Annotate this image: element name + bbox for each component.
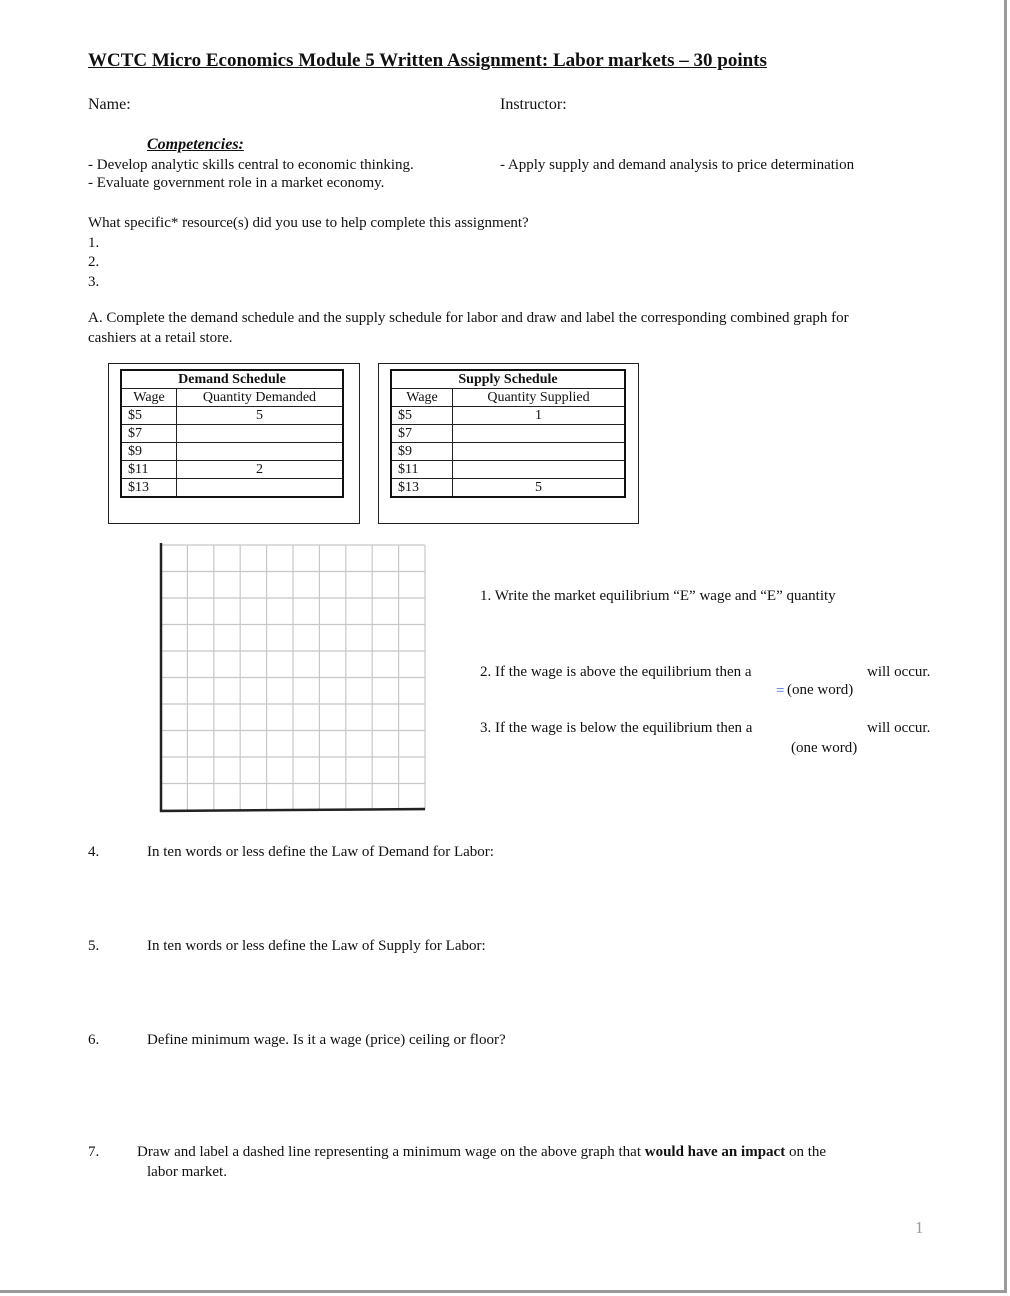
- table-row: [121, 425, 343, 443]
- supply-schedule-title: Supply Schedule: [391, 370, 625, 389]
- question-7-emphasis: would have an impact: [644, 1144, 786, 1160]
- question-4: In ten words or less define the Law of Demand for Labor:: [147, 844, 494, 860]
- demand-wage-cell: $13: [121, 479, 177, 498]
- graph-x-axis: [160, 809, 425, 811]
- supply-qty-cell[interactable]: [453, 443, 626, 461]
- table-row: [121, 479, 343, 498]
- question-7-number: 7.: [88, 1144, 100, 1160]
- demand-wage-cell: $11: [121, 461, 177, 479]
- edit-mark-icon: =: [776, 683, 785, 699]
- name-label: Name:: [88, 96, 131, 113]
- question-7: [137, 1144, 826, 1161]
- table-row: [391, 479, 625, 498]
- table-row: [121, 461, 343, 479]
- demand-qty-cell[interactable]: [177, 443, 344, 461]
- supply-wage-cell: $5: [391, 407, 453, 425]
- resource-item: 2.: [88, 254, 100, 270]
- demand-wage-cell: $9: [121, 443, 177, 461]
- document-title: WCTC Micro Economics Module 5 Written Assignment: Labor markets – 30 points: [88, 50, 767, 71]
- question-3-end: will occur.: [867, 720, 931, 736]
- question-5-number: 5.: [88, 938, 100, 954]
- table-row: [121, 407, 343, 425]
- question-7-text: Draw and label a dashed line representing a minimum wage on the above graph that: [137, 1144, 641, 1160]
- competency-item: - Evaluate government role in a market economy.: [88, 175, 385, 191]
- question-1: 1. Write the market equilibrium “E” wage and “E” quantity: [480, 588, 836, 604]
- question-2-end: will occur.: [867, 664, 931, 680]
- question-2-hint: (one word): [787, 682, 854, 698]
- supply-wage-header: Wage: [391, 389, 453, 407]
- supply-wage-cell: $11: [391, 461, 453, 479]
- question-7-text-end: on the: [788, 1144, 827, 1160]
- page-number: 1: [915, 1218, 924, 1237]
- supply-qty-cell[interactable]: 5: [453, 479, 626, 498]
- table-row: [391, 443, 625, 461]
- demand-wage-cell: $7: [121, 425, 177, 443]
- resource-item: 1.: [88, 235, 100, 251]
- question-6-number: 6.: [88, 1032, 100, 1048]
- resources-question: What specific* resource(s) did you use to help complete this assignment?: [88, 215, 529, 231]
- demand-qty-header: Quantity Demanded: [177, 389, 344, 407]
- table-row: [391, 425, 625, 443]
- supply-qty-cell[interactable]: [453, 425, 626, 443]
- demand-schedule-title: Demand Schedule: [121, 370, 343, 389]
- blank-graph-grid[interactable]: [155, 540, 430, 815]
- competencies-heading: Competencies:: [147, 136, 244, 153]
- competency-item: - Develop analytic skills central to economic thinking.: [88, 157, 414, 173]
- section-a-line2: cashiers at a retail store.: [88, 330, 233, 346]
- question-3: 3. If the wage is below the equilibrium then a: [480, 720, 753, 736]
- table-row: [391, 407, 625, 425]
- question-3-hint: (one word): [791, 740, 858, 756]
- question-5: In ten words or less define the Law of Supply for Labor:: [147, 938, 486, 954]
- question-4-number: 4.: [88, 844, 100, 860]
- question-7-line2: labor market.: [147, 1164, 227, 1180]
- table-row: [121, 443, 343, 461]
- table-row: [391, 461, 625, 479]
- supply-qty-header: Quantity Supplied: [453, 389, 626, 407]
- supply-qty-cell[interactable]: [453, 461, 626, 479]
- supply-wage-cell: $9: [391, 443, 453, 461]
- demand-qty-cell[interactable]: [177, 479, 344, 498]
- question-2: 2. If the wage is above the equilibrium then a: [480, 664, 752, 680]
- demand-wage-header: Wage: [121, 389, 177, 407]
- demand-schedule-table: [120, 369, 344, 498]
- supply-wage-cell: $13: [391, 479, 453, 498]
- resource-item: 3.: [88, 274, 100, 290]
- instructor-label: Instructor:: [500, 96, 567, 113]
- question-6: Define minimum wage. Is it a wage (price) ceiling or floor?: [147, 1032, 506, 1048]
- competency-item: - Apply supply and demand analysis to price determination: [500, 157, 855, 173]
- demand-wage-cell: $5: [121, 407, 177, 425]
- demand-qty-cell[interactable]: 5: [177, 407, 344, 425]
- supply-wage-cell: $7: [391, 425, 453, 443]
- demand-qty-cell[interactable]: 2: [177, 461, 344, 479]
- supply-qty-cell[interactable]: 1: [453, 407, 626, 425]
- supply-schedule-table: [390, 369, 626, 498]
- section-a-line1: A. Complete the demand schedule and the supply schedule for labor and draw and label the corresponding combined graph for: [88, 310, 849, 326]
- demand-qty-cell[interactable]: [177, 425, 344, 443]
